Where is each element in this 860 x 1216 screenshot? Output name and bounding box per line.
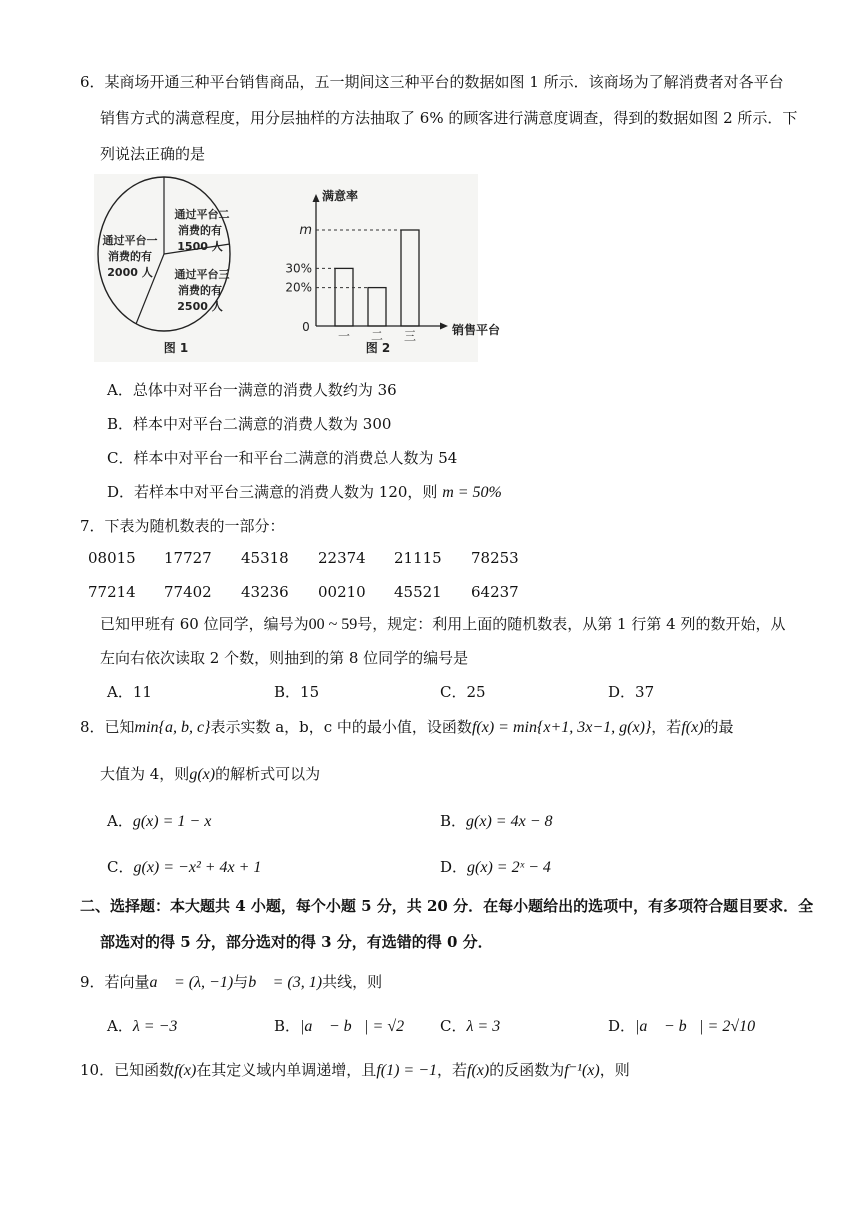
- q9-stem: [80, 972, 382, 993]
- q6-line-3: 列说法正确的是: [100, 145, 206, 163]
- q8-math-min: min{a, b, c}: [134, 719, 211, 736]
- fig2-bar-chart: [285, 188, 500, 355]
- q8-line-1: [80, 717, 734, 738]
- q7-line-2-pre: 已知甲班有 60 位同学，编号为: [100, 615, 309, 633]
- q7-line-3: 左向右依次读取 2 个数，则抽到的第 8 位同学的编号是: [100, 649, 469, 667]
- q8-text: 表示实数 a，b，c 中的最小值，设函数: [210, 718, 472, 736]
- rn-cell: 77402: [164, 583, 212, 601]
- q10-math-f1: f(1) = −1: [376, 1062, 438, 1079]
- q7-option-b[interactable]: B．15: [274, 683, 320, 701]
- y-axis-label: 满意率: [322, 189, 359, 203]
- q9-text: 与: [233, 973, 249, 991]
- q8-option-c[interactable]: [107, 857, 261, 878]
- bar-2: [368, 288, 386, 326]
- bar-3: [401, 230, 419, 326]
- rn-cell: 22374: [318, 549, 366, 567]
- q7-line-2-math: 00 ~ 59: [308, 616, 358, 633]
- pie-slice2-label-2: 消费的有: [178, 224, 222, 237]
- q6-option-b[interactable]: B．样本中对平台二满意的消费人数为 300: [107, 415, 392, 433]
- q9-option-d[interactable]: [608, 1016, 755, 1037]
- q6-option-d[interactable]: [107, 482, 502, 503]
- q8-text: ，若: [651, 718, 682, 736]
- rn-cell: 45318: [241, 549, 289, 567]
- q7-option-d[interactable]: D．37: [608, 683, 655, 701]
- rn-cell: 78253: [471, 549, 519, 567]
- q9-option-a-math: λ = −3: [132, 1018, 178, 1035]
- q9-option-label: D．: [608, 1017, 636, 1035]
- q8-option-d[interactable]: [440, 857, 551, 878]
- q8-text: 的解析式可以为: [215, 765, 321, 783]
- rn-cell: 64237: [471, 583, 519, 601]
- y-axis-arrow: [313, 194, 320, 202]
- q9-option-c[interactable]: [440, 1016, 500, 1037]
- q8-option-c-math: g(x) = −x² + 4x + 1: [133, 859, 262, 876]
- q10-text: 在其定义域内单调递增，且: [196, 1061, 377, 1079]
- q6-figures: [94, 174, 501, 362]
- pie-slice2-label-3: 1500 人: [177, 240, 223, 253]
- q9-option-a[interactable]: [107, 1016, 177, 1037]
- q6-line-2: 销售方式的满意程度，用分层抽样的方法抽取了 6% 的顾客进行满意度调查，得到的数据如图 2 所示．下: [100, 109, 798, 127]
- q9-option-b-math: |a⃗ − b⃗| = √2: [300, 1018, 405, 1035]
- rn-cell: 43236: [241, 583, 289, 601]
- figures-svg: [94, 174, 501, 362]
- q9-option-label: A．: [107, 1017, 133, 1035]
- rn-cell: 45521: [394, 583, 442, 601]
- q10-math-finv: f⁻¹(x): [564, 1062, 600, 1079]
- rn-cell: 17727: [164, 549, 212, 567]
- q6-option-d-text: D．若样本中对平台三满意的消费人数为 120，则: [107, 483, 443, 501]
- q6-option-c[interactable]: C．样本中对平台一和平台二满意的消费总人数为 54: [107, 449, 458, 467]
- q7-option-c[interactable]: C．25: [440, 683, 486, 701]
- q8-math-f: f(x) = min{x+1, 3x−1, g(x)}: [471, 719, 652, 736]
- q8-math-fx: f(x): [681, 719, 704, 736]
- q7-line-1: 7．下表为随机数表的一部分：: [80, 517, 285, 535]
- x-axis-arrow: [440, 323, 448, 330]
- q9-text: 9．若向量: [80, 973, 150, 991]
- section2-heading-line-1: 二、选择题：本大题共 4 小题，每个小题 5 分，共 20 分．在每小题给出的选项中，有多项符合题目要求．全: [80, 897, 814, 915]
- q7-option-a[interactable]: A．11: [107, 683, 152, 701]
- fig1-pie: [98, 177, 230, 355]
- q8-option-a-math: g(x) = 1 − x: [132, 813, 212, 830]
- q8-line-2: [100, 764, 320, 785]
- q10-math-fx: f(x): [174, 1062, 197, 1079]
- rn-cell: 00210: [318, 583, 366, 601]
- q7-line-2: [100, 614, 785, 635]
- bar-1: [335, 268, 353, 326]
- q7-random-row-2: [88, 582, 519, 602]
- x-axis-label: 销售平台: [452, 323, 501, 337]
- q10-text: 的反函数为: [489, 1061, 565, 1079]
- q10-text: ，若: [437, 1061, 468, 1079]
- q9-option-d-math: |a⃗ − b⃗| = 2√10: [635, 1018, 756, 1035]
- y-tick-label: 30%: [285, 261, 312, 276]
- q10-stem: [80, 1060, 630, 1081]
- q8-option-label: B．: [440, 812, 467, 830]
- q8-text: 大值为 4，则: [100, 765, 190, 783]
- q10-math-fx: f(x): [467, 1062, 490, 1079]
- q10-text: ，则: [599, 1061, 630, 1079]
- q9-option-c-math: λ = 3: [466, 1018, 501, 1035]
- pie-divider-bottom: [136, 254, 164, 324]
- rn-cell: 77214: [88, 583, 136, 601]
- q6-option-a[interactable]: A．总体中对平台一满意的消费人数约为 36: [107, 381, 397, 399]
- x-tick-label: 一: [337, 329, 351, 343]
- q6-option-d-math: m = 50%: [442, 484, 502, 501]
- q10-text: 10．已知函数: [80, 1061, 175, 1079]
- q8-math-gx: g(x): [189, 766, 216, 783]
- section2-heading-line-2: 部选对的得 5 分，部分选对的得 3 分，有选错的得 0 分．: [100, 933, 493, 951]
- q7-random-row-1: [88, 548, 519, 568]
- fig1-caption: 图 1: [163, 341, 189, 355]
- q9-option-label: B．: [274, 1017, 301, 1035]
- q8-option-d-math: g(x) = 2ˣ − 4: [467, 859, 551, 876]
- q8-text: 的最: [703, 718, 734, 736]
- pie-slice1-label-1: 通过平台一: [102, 234, 158, 247]
- pie-slice3-label-1: 通过平台三: [174, 268, 230, 281]
- fig2-caption: 图 2: [365, 341, 391, 355]
- pie-slice2-label-1: 通过平台二: [174, 208, 230, 221]
- q9-math-b: b⃗ = (3, 1): [248, 974, 323, 991]
- q6-line-1: 6．某商场开通三种平台销售商品，五一期间这三种平台的数据如图 1 所示．该商场为了解消费者对各平台: [80, 73, 784, 91]
- pie-slice1-label-3: 2000 人: [107, 266, 153, 279]
- pie-slice1-label-2: 消费的有: [108, 250, 152, 263]
- q7-line-2-post: 号，规定：利用上面的随机数表，从第 1 行第 4 列的数开始，从: [357, 615, 786, 633]
- q8-option-b-math: g(x) = 4x − 8: [466, 813, 553, 830]
- pie-slice3-label-2: 消费的有: [178, 284, 222, 297]
- rn-cell: 21115: [394, 549, 442, 567]
- q9-math-a: a⃗ = (λ, −1): [149, 974, 234, 991]
- q8-option-label: A．: [107, 812, 133, 830]
- q8-text: 8．已知: [80, 718, 135, 736]
- origin-label: 0: [302, 320, 310, 334]
- q8-option-label: D．: [440, 858, 468, 876]
- x-tick-label: 二: [370, 329, 384, 343]
- q9-text: 共线，则: [322, 973, 383, 991]
- q8-option-b[interactable]: [440, 811, 552, 832]
- q8-option-label: C．: [107, 858, 134, 876]
- rn-cell: 08015: [88, 549, 136, 567]
- q8-option-a[interactable]: [107, 811, 211, 832]
- q9-option-b[interactable]: [274, 1016, 404, 1037]
- y-tick-label: 20%: [285, 280, 312, 295]
- y-tick-label: m: [299, 223, 312, 238]
- pie-slice3-label-3: 2500 人: [177, 300, 223, 313]
- x-tick-label: 三: [403, 329, 417, 343]
- q9-option-label: C．: [440, 1017, 467, 1035]
